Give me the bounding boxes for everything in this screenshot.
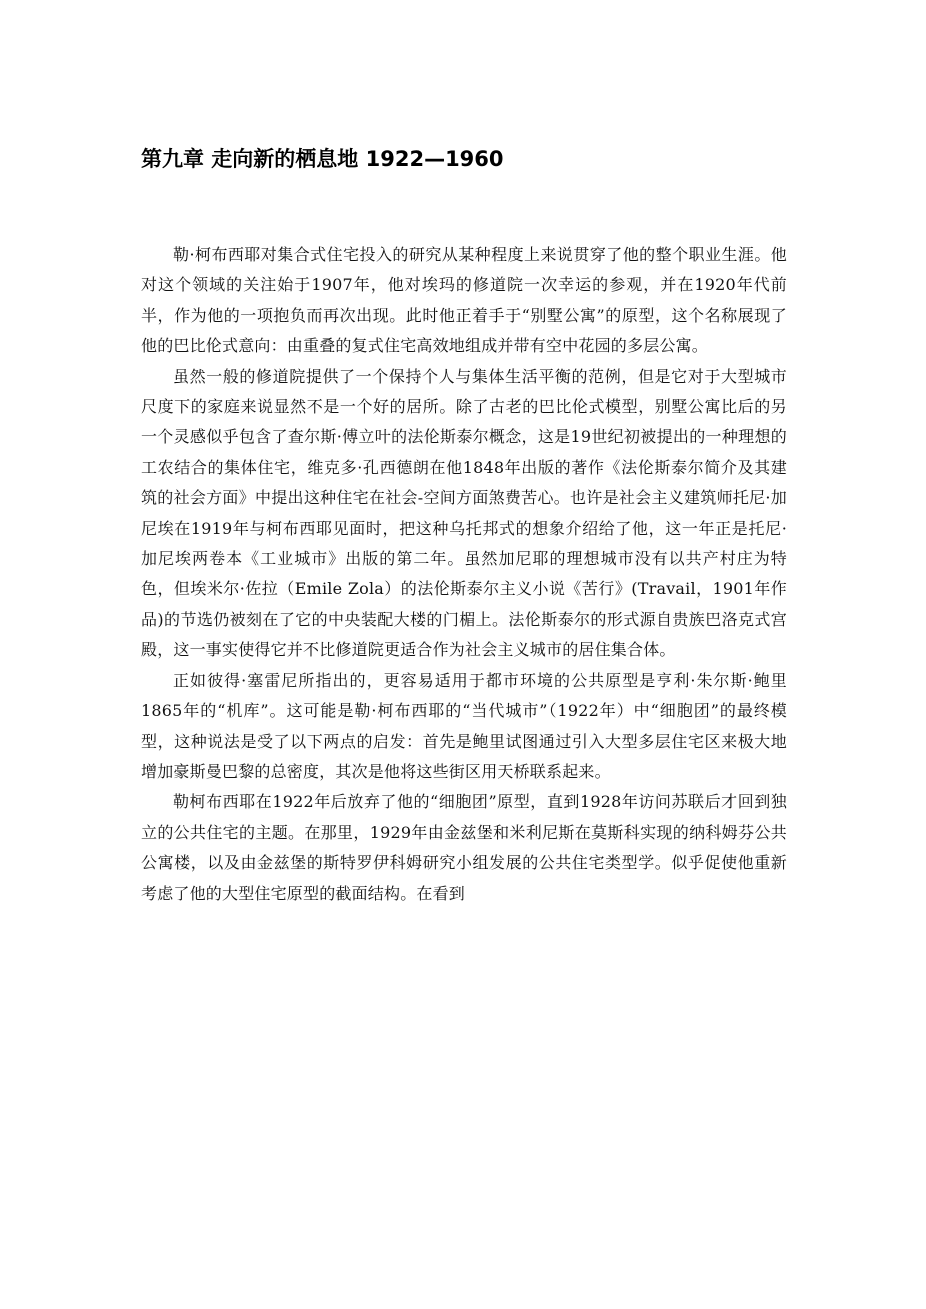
body-text: [141, 240, 787, 909]
chapter-title: 第九章 走向新的栖息地 1922—1960: [141, 147, 504, 171]
paragraph: 勒柯布西耶在1922年后放弃了他的“细胞团”原型，直到1928年访问苏联后才回到独立的公共住宅的主题。在那里，1929年由金兹堡和米利尼斯在莫斯科实现的纳科姆芬公共公寓楼，以及由金兹堡的斯特罗伊科姆研究小组发展的公共住宅类型学。似乎促使他重新考虑了他的大型住宅原型的截面结构。在看到: [141, 792, 787, 903]
paragraph: 正如彼得·塞雷尼所指出的，更容易适用于都市环境的公共原型是亨利·朱尔斯·鲍里1865年的“机库”。这可能是勒·柯布西耶的“当代城市”（1922年）中“细胞团”的最终模型，这种说法是受了以下两点的启发：首先是鲍里试图通过引入大型多层住宅区来极大地增加豪斯曼巴黎的总密度，其次是他将这些街区用天桥联系起来。: [141, 670, 787, 781]
paragraph: 虽然一般的修道院提供了一个保持个人与集体生活平衡的范例，但是它对于大型城市尺度下的家庭来说显然不是一个好的居所。除了古老的巴比伦式模型，别墅公寓比后的另一个灵感似乎包含了查尔斯·傅立叶的法伦斯泰尔概念，这是19世纪初被提出的一种理想的工农结合的集体住宅，维克多·孔西德朗在他1848年出版的著作《法伦斯泰尔简介及其建筑的社会方面》中提出这种住宅在社会-空间方面煞费苦心。也许是社会主义建筑师托尼·加尼埃在1919年与柯布西耶见面时，把这种乌托邦式的想象介绍给了他，这一年正是托尼·加尼埃两卷本《工业城市》出版的第二年。虽然加尼耶的理想城市没有以共产村庄为特色，但埃米尔·佐拉（Emile Zola）的法伦斯泰尔主义小说《苦行》(Travail，1901年作品)的节选仍被刻在了它的中央装配大楼的门楣上。法伦斯泰尔的形式源自贵族巴洛克式宫殿，这一事实使得它并不比修道院更适合作为社会主义城市的居住集合体。: [141, 366, 787, 660]
paragraph: 勒·柯布西耶对集合式住宅投入的研究从某种程度上来说贯穿了他的整个职业生涯。他对这个领域的关注始于1907年，他对埃玛的修道院一次幸运的参观，并在1920年代前半，作为他的一项抱负而再次出现。此时他正着手于“别墅公寓”的原型，这个名称展现了他的巴比伦式意向：由重叠的复式住宅高效地组成并带有空中花园的多层公寓。: [141, 245, 787, 356]
